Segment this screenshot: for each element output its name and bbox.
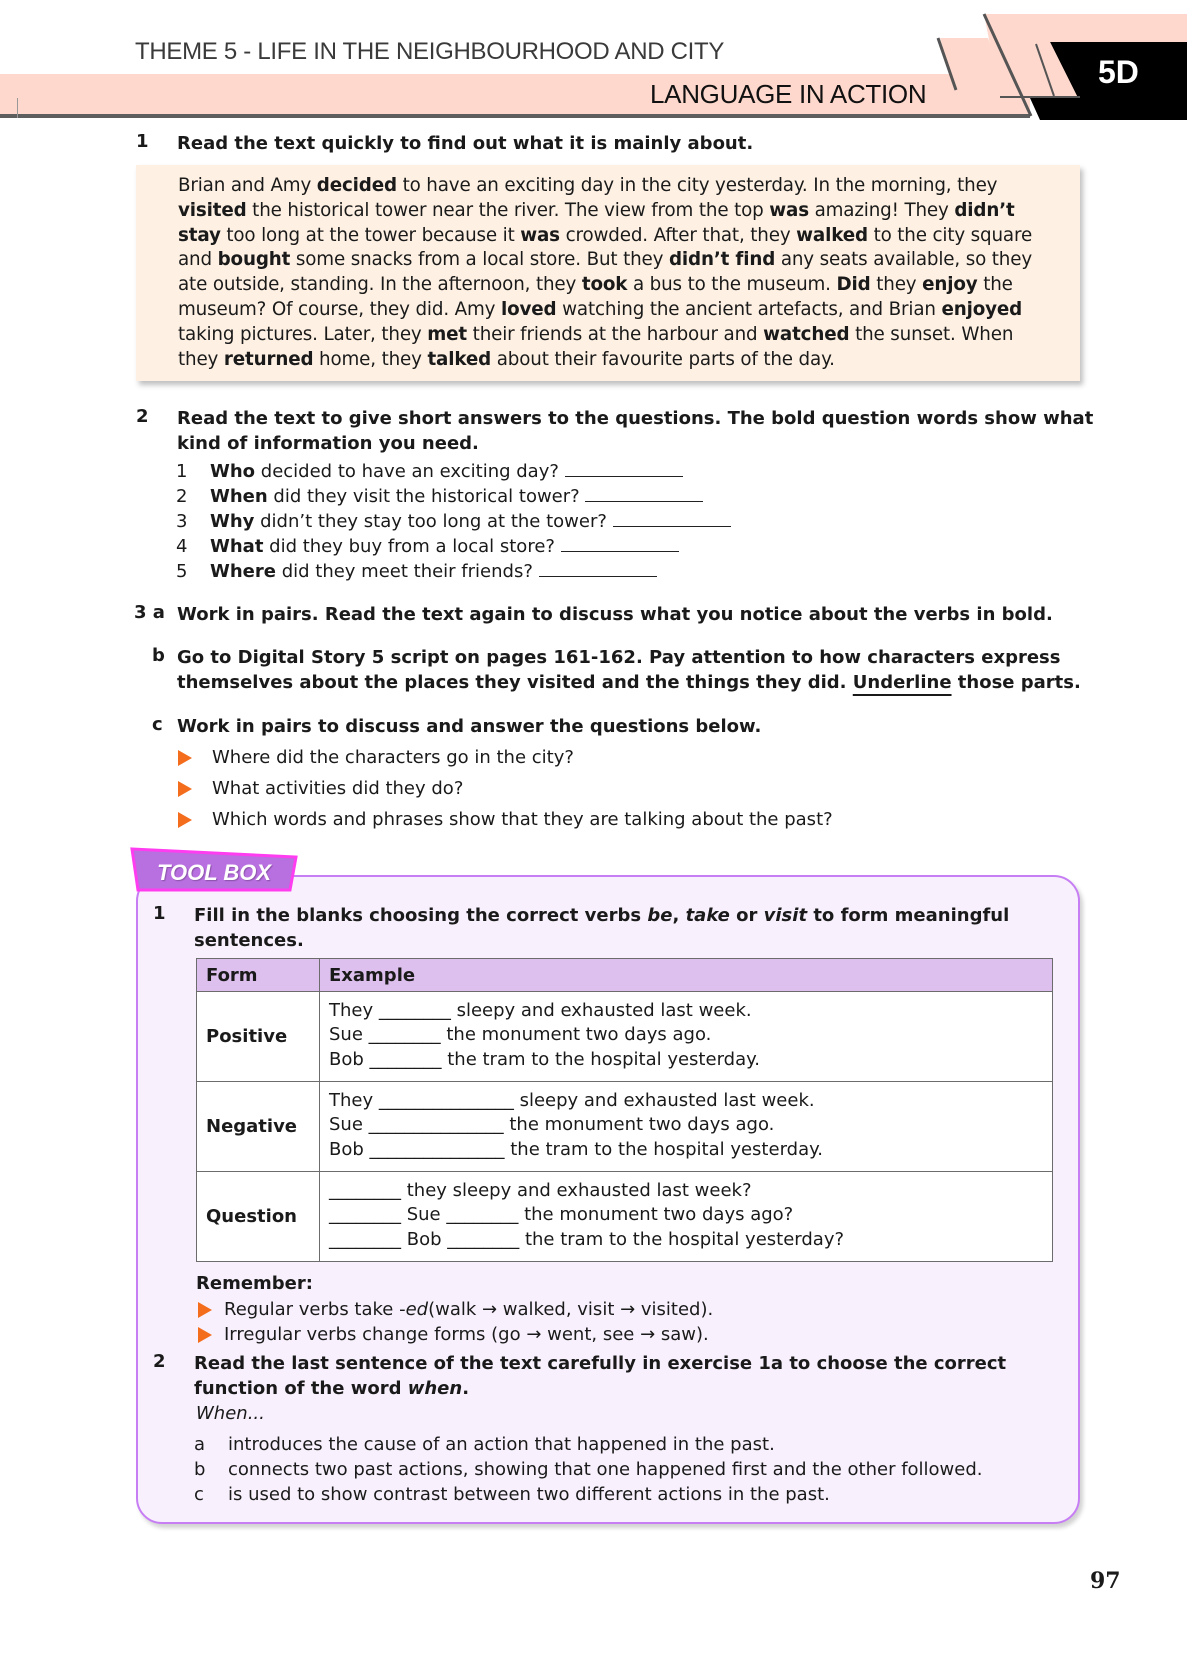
exercise-3c-label: c [152, 714, 163, 735]
example-cell [320, 1082, 1053, 1172]
question-number: 3 [176, 511, 188, 532]
exercise-3a-text: Work in pairs. Read the text again to discuss what you notice about the verbs in bold. [177, 604, 1053, 625]
question-word: When [210, 486, 268, 507]
answer-blank[interactable] [561, 534, 679, 552]
options-list [194, 1432, 983, 1507]
question-word: What [210, 536, 264, 557]
question-text: decided to have an exciting day? [255, 461, 565, 482]
example-sentence: Bob ________ the tram to the hospital yesterday. [329, 1048, 760, 1070]
exercise-3c-bullets [178, 742, 833, 835]
toolbox-item-1-instruction-line2: sentences. [194, 930, 304, 951]
remember-text: Irregular verbs change forms (go → went, see → saw). [224, 1324, 709, 1345]
form-cell: Positive [197, 992, 320, 1082]
question-word: Why [210, 511, 255, 532]
orange-triangle-bullet-icon [178, 812, 192, 828]
option-text: connects two past actions, showing that one happened first and the other followed. [228, 1459, 983, 1480]
exercise-3b-line2 [177, 670, 1081, 695]
toolbox-item-2-line2 [194, 1376, 469, 1401]
orange-triangle-bullet-icon [178, 781, 192, 797]
question-number: 5 [176, 561, 188, 582]
example-sentence: They ________ sleepy and exhausted last week. [329, 999, 752, 1021]
exercise-2-instruction-line2: kind of information you need. [177, 433, 479, 454]
example-cell [320, 1172, 1053, 1262]
remember-item [198, 1297, 713, 1322]
remember-text: (walk → walked, visit → visited). [428, 1299, 714, 1320]
verb-form-table [196, 958, 1053, 1262]
bold-verb: loved [500, 298, 557, 320]
option-letter: a [194, 1434, 206, 1455]
table-row [197, 1172, 1053, 1262]
toolbox-title: TOOL BOX [157, 860, 272, 885]
answer-blank[interactable] [539, 559, 657, 577]
remember-suffix: ed [405, 1299, 429, 1320]
option-item[interactable] [194, 1457, 983, 1482]
remember-label: Remember: [196, 1273, 313, 1294]
question-item [176, 484, 731, 509]
header-tick [17, 98, 18, 118]
bold-verb: walked [796, 224, 868, 246]
underline-word: Underline [852, 672, 952, 693]
question-word: Who [210, 461, 256, 482]
option-text: introduces the cause of an action that happened in the past. [228, 1434, 775, 1455]
exercise-1-number: 1 [136, 131, 149, 152]
example-sentence: Sue ________ the monument two days ago. [329, 1024, 712, 1046]
answer-blank[interactable] [585, 484, 703, 502]
exercise-3b-label: b [152, 645, 165, 666]
option-text: is used to show contrast between two different actions in the past. [228, 1484, 830, 1505]
question-text: did they buy from a local store? [263, 536, 561, 557]
options-stem: When... [196, 1403, 265, 1424]
exercise-3c-text: Work in pairs to discuss and answer the questions below. [177, 716, 762, 737]
bold-verb: returned [223, 348, 314, 370]
bold-verb: was [520, 224, 560, 246]
reading-passage-box [136, 165, 1080, 381]
question-number: 4 [176, 536, 188, 557]
bold-verb: enjoyed [941, 298, 1023, 320]
question-word: Where [210, 561, 276, 582]
remember-list [198, 1297, 713, 1347]
orange-triangle-bullet-icon [178, 750, 192, 766]
orange-triangle-bullet-icon [198, 1327, 212, 1343]
header-form: Form [197, 959, 320, 992]
orange-triangle-bullet-icon [198, 1302, 212, 1318]
question-text: did they meet their friends? [275, 561, 539, 582]
exercise-3a-label: 3 a [134, 602, 165, 623]
reading-passage-text: Brian and Amy decided to have an exciting day in the city yesterday. In the morning, they visited the historical tower near the river. The view from the top was amazing! They didn’t stay too long at the tower because it was crowded. After that, they walked to the city square and bought some snacks from a local store. But they didn’t find any seats available, so they ate outside, standing. In the afternoon, they took a bus to the museum. Did they enjoy the museum? Of course, they did. Amy loved watching the ancient artefacts, and Brian enjoyed taking pictures. Later, they met their friends at the harbour and watched the sunset. When they returned home, they talked about their favourite parts of the day. [178, 175, 1033, 370]
table-row [197, 1082, 1053, 1172]
bullet-item [178, 804, 833, 835]
bullet-text: Where did the characters go in the city? [212, 747, 574, 768]
example-sentence: Bob _______________ the tram to the hospital yesterday. [329, 1138, 823, 1160]
bold-verb: decided [316, 175, 397, 196]
bold-verb: Did [836, 274, 871, 296]
form-cell: Negative [197, 1082, 320, 1172]
bold-verb: talked [427, 348, 492, 370]
toolbox-item-1-instruction [194, 903, 1009, 928]
bullet-text: Which words and phrases show that they are talking about the past? [212, 809, 833, 830]
table-header-row [197, 959, 1053, 992]
exercise-2-instruction-line1: Read the text to give short answers to the questions. The bold question words show what [177, 408, 1094, 429]
question-text: did they visit the historical tower? [267, 486, 586, 507]
question-list [176, 459, 731, 584]
bold-verb: watched [763, 323, 850, 345]
instruction-text: . [462, 1378, 470, 1399]
option-letter: c [194, 1484, 204, 1505]
option-letter: b [194, 1459, 206, 1480]
answer-blank[interactable] [613, 509, 731, 527]
question-number: 2 [176, 486, 188, 507]
option-item[interactable] [194, 1432, 983, 1457]
instruction-text: function of the word [194, 1378, 408, 1399]
bold-verb: bought [217, 249, 291, 271]
bold-verb: met [427, 323, 468, 345]
answer-blank[interactable] [565, 459, 683, 477]
form-cell: Question [197, 1172, 320, 1262]
example-sentence: ________ they sleepy and exhausted last week? [329, 1179, 752, 1201]
theme-title: THEME 5 - LIFE IN THE NEIGHBOURHOOD AND CITY [135, 38, 725, 65]
bullet-item [178, 773, 833, 804]
question-item [176, 459, 731, 484]
toolbox-item-2-number: 2 [153, 1351, 166, 1372]
bold-verb: didn’t find [668, 249, 776, 271]
bold-verb: was [769, 199, 809, 221]
question-item [176, 559, 731, 584]
verb-be: be [647, 905, 673, 926]
header-example: Example [320, 959, 1053, 992]
exercise-1-instruction: Read the text quickly to find out what it is mainly about. [177, 133, 754, 154]
page-number: 97 [1090, 1568, 1121, 1594]
bold-verb: enjoy [922, 274, 978, 296]
verb-take: take [685, 905, 730, 926]
example-sentence: ________ Sue ________ the monument two days ago? [329, 1204, 794, 1226]
example-cell [320, 992, 1053, 1082]
exercise-3b-line2-end: those parts. [951, 672, 1081, 693]
exercise-3b-line1: Go to Digital Story 5 script on pages 161-162. Pay attention to how characters express [177, 647, 1061, 668]
bold-verb: took [581, 274, 628, 296]
remember-item [198, 1322, 713, 1347]
toolbox-item-2-line1: Read the last sentence of the text carefully in exercise 1a to choose the correct [194, 1353, 1007, 1374]
verb-visit: visit [763, 905, 808, 926]
word-when: when [407, 1378, 463, 1399]
separator: or [729, 905, 764, 926]
bullet-item [178, 742, 833, 773]
question-number: 1 [176, 461, 188, 482]
remember-text: Regular verbs take - [224, 1299, 406, 1320]
unit-badge: 5D [1098, 54, 1139, 90]
separator: , [672, 905, 686, 926]
exercise-2-number: 2 [136, 406, 149, 427]
option-item[interactable] [194, 1482, 983, 1507]
header-rule [0, 114, 1030, 118]
header-decoration [900, 0, 1187, 130]
instruction-text: Fill in the blanks choosing the correct verbs [194, 905, 648, 926]
question-item [176, 509, 731, 534]
question-item [176, 534, 731, 559]
exercise-3b-line2-text: themselves about the places they visited and the things they did. [177, 672, 853, 693]
instruction-text: to form meaningful [807, 905, 1010, 926]
toolbox-item-1-number: 1 [153, 903, 166, 924]
example-sentence: ________ Bob ________ the tram to the hospital yesterday? [329, 1228, 845, 1250]
bullet-text: What activities did they do? [212, 778, 464, 799]
table-row [197, 992, 1053, 1082]
section-title: LANGUAGE IN ACTION [650, 79, 927, 109]
question-text: didn’t they stay too long at the tower? [254, 511, 613, 532]
bold-verb: visited [178, 199, 247, 221]
bold-verb: didn’t stay [178, 199, 1015, 246]
example-sentence: Sue _______________ the monument two days ago. [329, 1114, 775, 1136]
example-sentence: They _______________ sleepy and exhausted last week. [329, 1089, 815, 1111]
